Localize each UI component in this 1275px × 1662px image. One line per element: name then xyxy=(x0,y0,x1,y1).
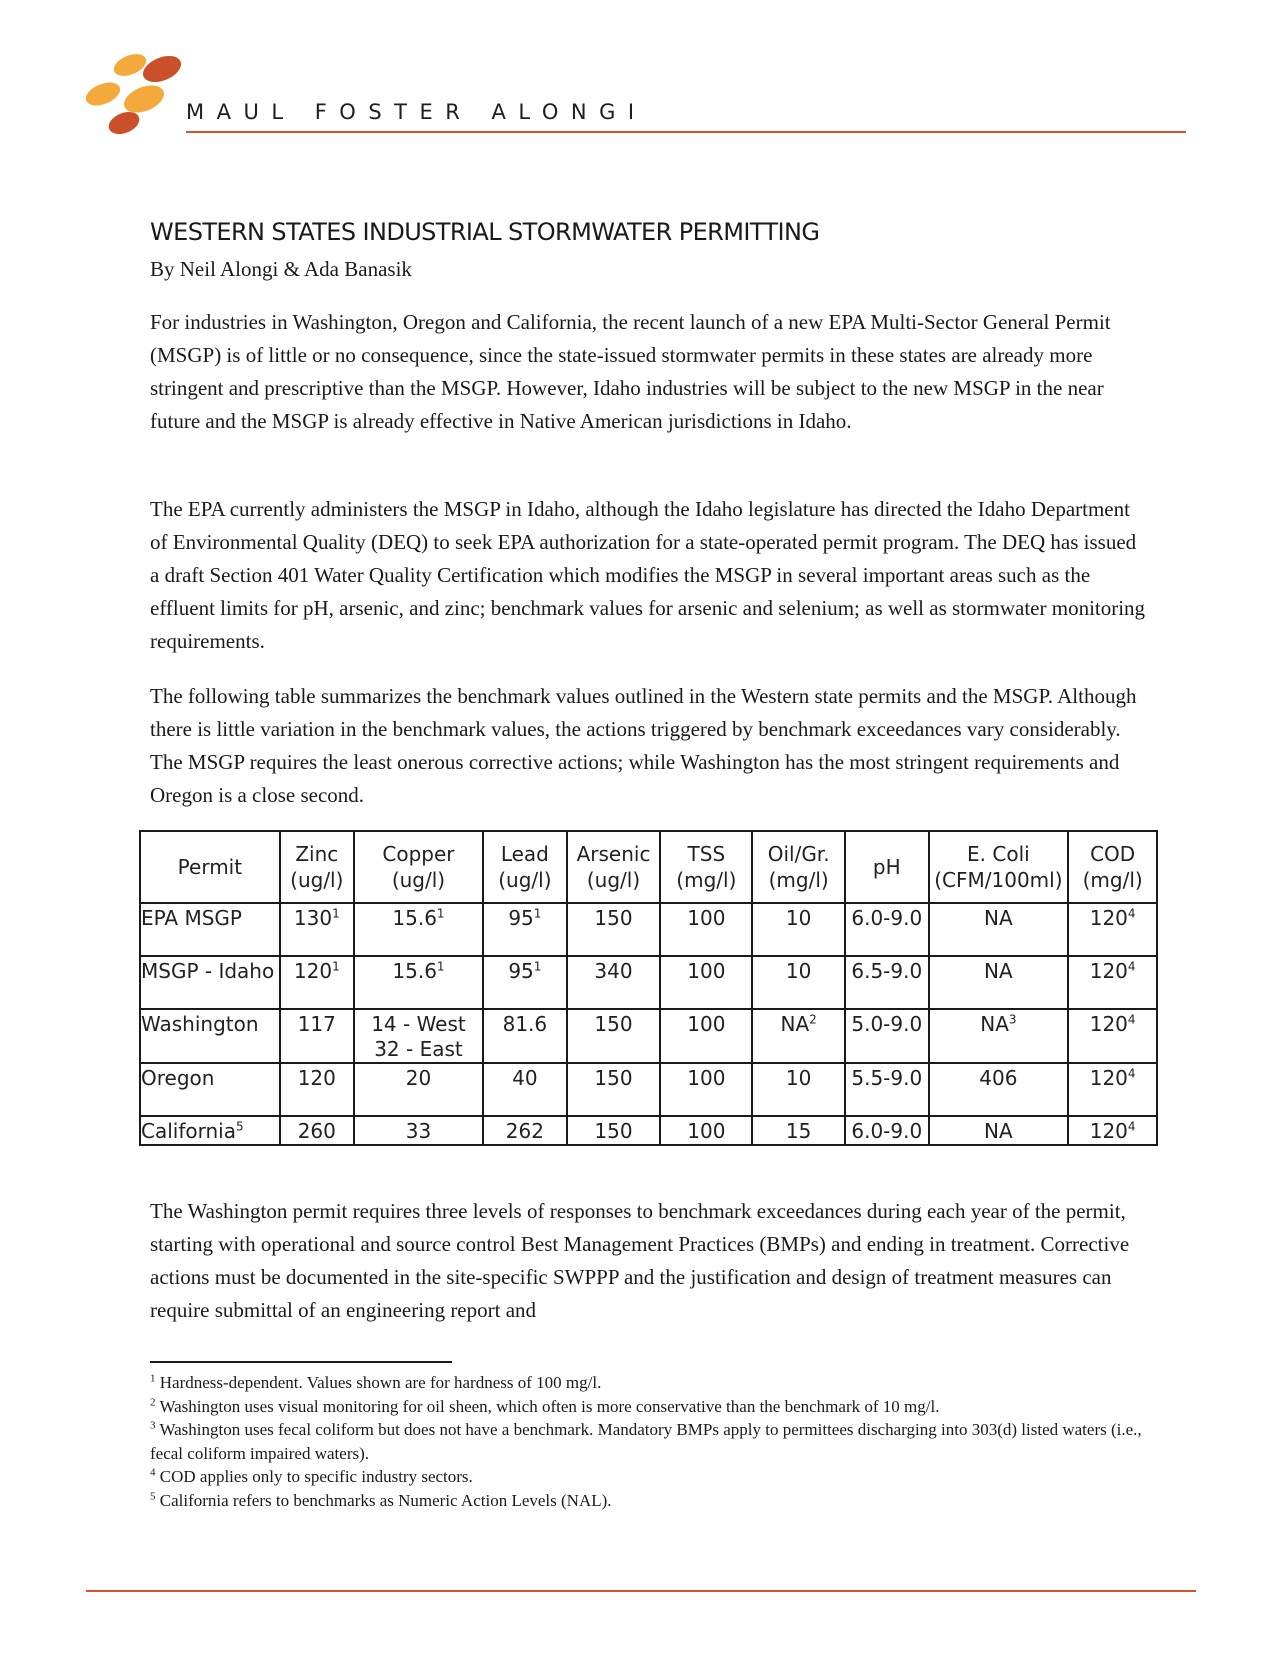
cell-copper: 20 xyxy=(354,1063,483,1116)
cell-e-coli: 406 xyxy=(929,1063,1069,1116)
cell-copper: 14 - West 32 - East xyxy=(354,1009,483,1063)
paragraph: For industries in Washington, Oregon and California, the recent launch of a new EPA Multi-Sector General Permit (MSGP) is of little or no consequence, since the state-issued stormwater permits in these states are already more stringent and prescriptive than the MSGP. However, Idaho industries will be subject to the new MSGP in the near future and the MSGP is already effective in Native American jurisdictions in Idaho. xyxy=(150,310,1111,433)
column-header-cod: COD (mg/l) xyxy=(1068,831,1157,903)
cell-lead: 40 xyxy=(483,1063,566,1116)
cell-lead: 262 xyxy=(483,1116,566,1145)
table-header-row xyxy=(140,831,1157,903)
cell-e-coli: NA xyxy=(929,903,1069,956)
cell-ph: 6.0-9.0 xyxy=(845,1116,928,1145)
cell-permit: MSGP - Idaho xyxy=(140,956,280,1009)
cell-tss: 100 xyxy=(660,1063,752,1116)
header-rule xyxy=(186,131,1186,133)
footnote-separator xyxy=(150,1361,452,1363)
footnotes xyxy=(150,1371,1150,1512)
footnote: $^4$ COD applies only to specific industry sectors. xyxy=(150,1466,473,1486)
cell-lead: $95^1$ xyxy=(483,903,566,956)
cell-oil-grease: 10 xyxy=(752,956,845,1009)
paragraph: The EPA currently administers the MSGP in Idaho, although the Idaho legislature has directed the Idaho Department of Environmental Quality (DEQ) to seek EPA authorization for a state-operated permit program. The DEQ has issued a draft Section 401 Water Quality Certification which modifies the MSGP in several important areas such as the effluent limits for pH, arsenic, and zinc; benchmark values for arsenic and selenium; as well as stormwater monitoring requirements. xyxy=(150,497,1146,653)
cell-arsenic: 150 xyxy=(567,1063,661,1116)
cell-tss: 100 xyxy=(660,956,752,1009)
footnote: $^1$ Hardness-dependent. Values shown are for hardness of 100 mg/l. xyxy=(150,1372,602,1392)
column-header-zinc: Zinc (ug/l) xyxy=(280,831,354,903)
paragraph: The Washington permit requires three levels of responses to benchmark exceedances during each year of the permit, starting with operational and source control Best Management Practices (BMPs) and ending in treatment. Corrective actions must be documented in the site-specific SWPPP and the justification and design of treatment measures can require submittal of an engineering report and xyxy=(150,1199,1130,1322)
cell-oil-grease: 15 xyxy=(752,1116,845,1145)
cell-permit: California$^5$ xyxy=(140,1116,280,1145)
table-row xyxy=(140,1009,1157,1063)
column-header-ph: pH xyxy=(845,831,928,903)
footnote: $^3$ Washington uses fecal coliform but does not have a benchmark. Mandatory BMPs apply to permittees discharging into 303(d) listed waters (i.e., fecal coliform impaired waters). xyxy=(150,1419,1142,1463)
cell-zinc: 120 xyxy=(280,1063,354,1116)
cell-copper: 15.6$^1$ xyxy=(354,903,483,956)
cell-oil-grease: 10 xyxy=(752,1063,845,1116)
table-row xyxy=(140,903,1157,956)
cell-cod: $120^4$ xyxy=(1068,1116,1157,1145)
paragraph: The following table summarizes the benchmark values outlined in the Western state permits and the MSGP. Although there is little variation in the benchmark values, the actions triggered by benchmark exceedances vary considerably. The MSGP requires the least onerous corrective actions; while Washington has the most stringent requirements and Oregon is a close second. xyxy=(150,684,1137,807)
cell-arsenic: 340 xyxy=(567,956,661,1009)
brand-name: MAUL FOSTER ALONGI xyxy=(186,100,647,124)
cell-zinc: $130^1$ xyxy=(280,903,354,956)
column-header-permit: Permit xyxy=(140,831,280,903)
cell-ph: 6.0-9.0 xyxy=(845,903,928,956)
cell-permit: Oregon xyxy=(140,1063,280,1116)
logo-dot xyxy=(139,52,185,87)
column-header-e-coli: E. Coli (CFM/100ml) xyxy=(929,831,1069,903)
cell-cod: $120^4$ xyxy=(1068,956,1157,1009)
company-logo xyxy=(84,52,194,134)
benchmark-table xyxy=(139,830,1158,1146)
cell-ph: 6.5-9.0 xyxy=(845,956,928,1009)
cell-cod: $120^4$ xyxy=(1068,1009,1157,1063)
cell-ph: 5.5-9.0 xyxy=(845,1063,928,1116)
cell-tss: 100 xyxy=(660,1116,752,1145)
cell-lead: $95^1$ xyxy=(483,956,566,1009)
cell-copper: 15.6$^1$ xyxy=(354,956,483,1009)
cell-cod: $120^4$ xyxy=(1068,1063,1157,1116)
cell-e-coli: $NA^3$ xyxy=(929,1009,1069,1063)
cell-tss: 100 xyxy=(660,1009,752,1063)
cell-zinc: $120^1$ xyxy=(280,956,354,1009)
cell-copper: 33 xyxy=(354,1116,483,1145)
cell-arsenic: 150 xyxy=(567,903,661,956)
cell-oil-grease: 10 xyxy=(752,903,845,956)
cell-e-coli: NA xyxy=(929,956,1069,1009)
footnote: $^5$ California refers to benchmarks as Numeric Action Levels (NAL). xyxy=(150,1489,612,1510)
column-header-lead: Lead (ug/l) xyxy=(483,831,566,903)
cell-permit: EPA MSGP xyxy=(140,903,280,956)
column-header-tss: TSS (mg/l) xyxy=(660,831,752,903)
cell-arsenic: 150 xyxy=(567,1116,661,1145)
cell-oil-grease: $NA^2$ xyxy=(752,1009,845,1063)
cell-permit: Washington xyxy=(140,1009,280,1063)
article-byline: By Neil Alongi & Ada Banasik xyxy=(150,257,412,281)
cell-zinc: 117 xyxy=(280,1009,354,1063)
footnote: $^2$ Washington uses visual monitoring for oil sheen, which often is more conservative than the benchmark of 10 mg/l. xyxy=(150,1395,940,1416)
footer-rule xyxy=(86,1590,1196,1592)
logo-dot xyxy=(84,78,123,110)
cell-cod: $120^4$ xyxy=(1068,903,1157,956)
cell-arsenic: 150 xyxy=(567,1009,661,1063)
table-row xyxy=(140,1063,1157,1116)
table-row xyxy=(140,1116,1157,1145)
cell-tss: 100 xyxy=(660,903,752,956)
cell-zinc: 260 xyxy=(280,1116,354,1145)
column-header-copper: Copper (ug/l) xyxy=(354,831,483,903)
table-row xyxy=(140,956,1157,1009)
cell-ph: 5.0-9.0 xyxy=(845,1009,928,1063)
cell-e-coli: NA xyxy=(929,1116,1069,1145)
cell-lead: 81.6 xyxy=(483,1009,566,1063)
column-header-arsenic: Arsenic (ug/l) xyxy=(567,831,661,903)
column-header-oil-grease: Oil/Gr. (mg/l) xyxy=(752,831,845,903)
article-title: WESTERN STATES INDUSTRIAL STORMWATER PERMITTING xyxy=(150,218,820,246)
